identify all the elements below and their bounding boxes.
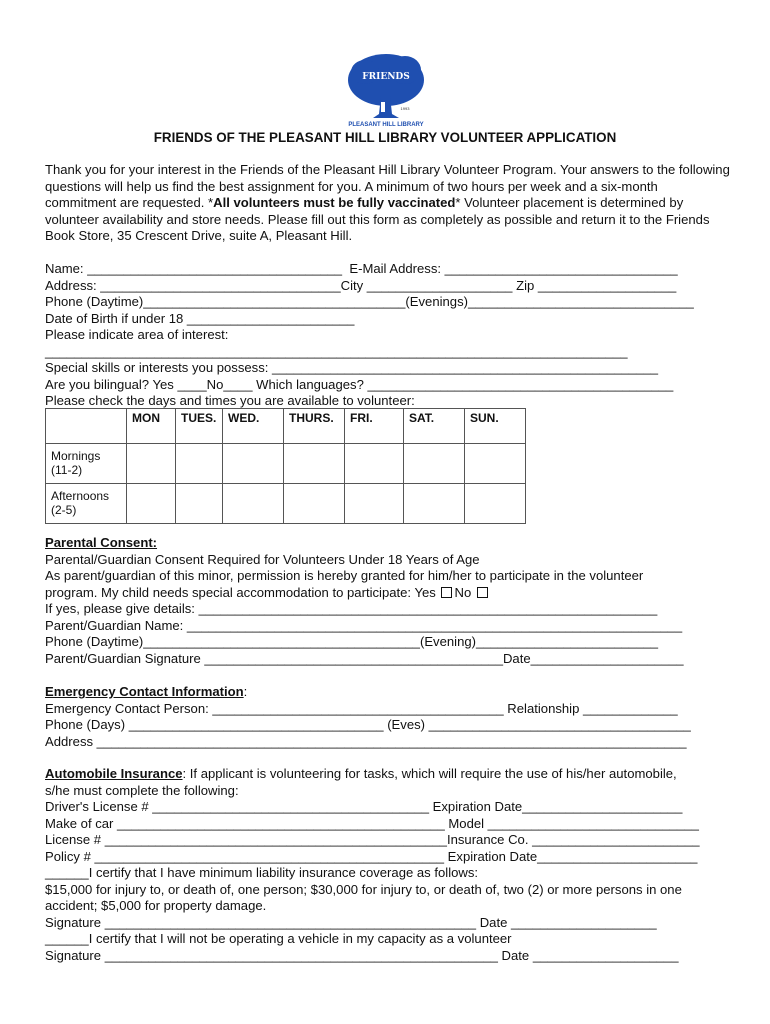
day-header: SUN.: [465, 409, 526, 444]
availability-cell[interactable]: [223, 444, 284, 484]
logo-ring-text: FRIENDS: [362, 72, 410, 82]
availability-cell[interactable]: [176, 444, 223, 484]
time-slot-label: [46, 444, 127, 484]
availability-cell[interactable]: [345, 484, 404, 524]
slot-name: Mornings: [51, 449, 101, 463]
phone-field[interactable]: Phone (Daytime)____________________________________(Evenings)_______________________________: [45, 294, 694, 309]
emergency-heading-text: Emergency Contact Information: [45, 684, 244, 699]
auto-insurance-intro: [45, 766, 677, 783]
details-field[interactable]: If yes, please give details: _______________________________________________________________: [45, 601, 658, 616]
accommodation-text: program. My child needs special accommodation to participate: Yes: [45, 584, 440, 600]
no-checkbox[interactable]: [477, 587, 488, 598]
guardian-phone-field[interactable]: Phone (Daytime)______________________________________(Evening)_________________________: [45, 634, 659, 649]
availability-cell[interactable]: [127, 484, 176, 524]
auto-insurance-text: : If applicant is volunteering for tasks, which will require the use of his/her automobile,: [182, 766, 677, 781]
yes-checkbox[interactable]: [441, 587, 452, 598]
logo-small-text: 1993: [400, 106, 410, 111]
slot-name: Afternoons: [51, 489, 110, 503]
no-vehicle-certify-field[interactable]: ______I certify that I will not be operating a vehicle in my capacity as a volunteer: [45, 931, 512, 946]
dob-field[interactable]: Date of Birth if under 18 _______________________: [45, 310, 355, 326]
form-title: FRIENDS OF THE PLEASANT HILL LIBRARY VOLUNTEER APPLICATION: [153, 130, 617, 145]
availability-cell[interactable]: [404, 444, 465, 484]
emergency-contact-field[interactable]: Emergency Contact Person: ________________________________________ Relationship _____________: [45, 700, 678, 716]
emergency-phone-field[interactable]: Phone (Days) ___________________________________ (Eves) ____________________________________: [45, 717, 691, 732]
logo-caption: PLEASANT HILL LIBRARY: [348, 122, 424, 128]
drivers-license-field[interactable]: Driver's License # ______________________________________ Expiration Date______________________: [45, 799, 683, 814]
availability-cell[interactable]: [465, 484, 526, 524]
friends-logo: [345, 50, 427, 128]
slot-hours: (11-2): [51, 463, 83, 477]
availability-cell[interactable]: [345, 444, 404, 484]
availability-table: [45, 408, 526, 524]
availability-cell[interactable]: [176, 484, 223, 524]
availability-cell[interactable]: [127, 444, 176, 484]
license-field[interactable]: License # _______________________________________________Insurance Co. _______________________: [45, 832, 700, 847]
guardian-signature-field[interactable]: Parent/Guardian Signature _________________________________________Date_____________________: [45, 650, 684, 666]
vaccination-notice: All volunteers must be fully vaccinated: [213, 195, 456, 210]
day-header: MON: [127, 409, 176, 444]
guardian-name-field[interactable]: Parent/Guardian Name: ____________________________________________________________________: [45, 617, 683, 633]
car-make-field[interactable]: Make of car _____________________________________________ Model _____________________________: [45, 815, 699, 831]
bilingual-field[interactable]: Are you bilingual? Yes ____No____ Which languages? __________________________________________: [45, 376, 674, 392]
parental-consent-text: Parental/Guardian Consent Required for Volunteers Under 18 Years of Age: [45, 551, 480, 567]
signature-field-1[interactable]: Signature ___________________________________________________ Date ____________________: [45, 914, 657, 930]
intro-paragraph: [45, 162, 730, 245]
time-slot-label: [46, 484, 127, 524]
coverage-text-2: accident; $5,000 for property damage.: [45, 898, 267, 913]
availability-cell[interactable]: [223, 484, 284, 524]
liability-certify-field[interactable]: ______I certify that I have minimum liability insurance coverage as follows:: [45, 865, 479, 880]
auto-insurance-text-2: s/he must complete the following:: [45, 782, 239, 798]
availability-label: Please check the days and times you are available to volunteer:: [45, 393, 415, 408]
emergency-heading: [45, 684, 247, 701]
availability-cell[interactable]: [465, 444, 526, 484]
slot-hours: (2-5): [51, 503, 77, 517]
table-header-row: [46, 409, 526, 444]
day-header: THURS.: [284, 409, 345, 444]
interest-label: Please indicate area of interest:: [45, 327, 229, 342]
table-corner: [46, 409, 127, 444]
emergency-address-field[interactable]: Address _________________________________________________________________________________: [45, 733, 687, 749]
day-header: SAT.: [404, 409, 465, 444]
day-header: FRI.: [345, 409, 404, 444]
policy-field[interactable]: Policy # ________________________________________________ Expiration Date______________________: [45, 848, 698, 864]
no-label: No: [454, 584, 475, 600]
signature-field-2[interactable]: Signature ______________________________________________________ Date ____________________: [45, 947, 679, 963]
table-row: [46, 484, 526, 524]
parental-permission-text: As parent/guardian of this minor, permission is hereby granted for him/her to participate in the volunteer: [45, 568, 644, 583]
day-header: TUES.: [176, 409, 223, 444]
name-email-field[interactable]: Name: ___________________________________ E-Mail Address: ________________________________: [45, 261, 678, 276]
skills-field[interactable]: Special skills or interests you possess: _____________________________________________________: [45, 360, 659, 375]
accommodation-question: [45, 585, 490, 602]
parental-consent-heading: Parental Consent:: [45, 535, 158, 550]
emergency-colon: :: [243, 684, 248, 699]
availability-cell[interactable]: [284, 484, 345, 524]
intro-text-2: * Volunteer placement is determined by volunteer availability and store needs. Please fill out this form as completely as possible and return it to the Friends Book Store, 35 Crescent Drive, suite A, Pleasant Hill.: [45, 195, 710, 243]
availability-cell[interactable]: [404, 484, 465, 524]
interest-field[interactable]: ________________________________________________________________________________: [45, 343, 628, 359]
auto-insurance-heading: Automobile Insurance: [45, 766, 183, 781]
coverage-text: $15,000 for injury to, or death of, one person; $30,000 for injury to, or death of, two (2) or more persons in one: [45, 881, 682, 897]
day-header: WED.: [223, 409, 284, 444]
table-row: [46, 444, 526, 484]
intro-text-1: Thank you for your interest in the Friends of the Pleasant Hill Library Volunteer Program. Your answers to the following questions will help us find the best assignment for you. A minimum of two hours per week and a six-month commitment are requested. *: [45, 162, 730, 210]
address-field[interactable]: Address: _________________________________City ____________________ Zip ___________________: [45, 277, 677, 293]
availability-cell[interactable]: [284, 444, 345, 484]
